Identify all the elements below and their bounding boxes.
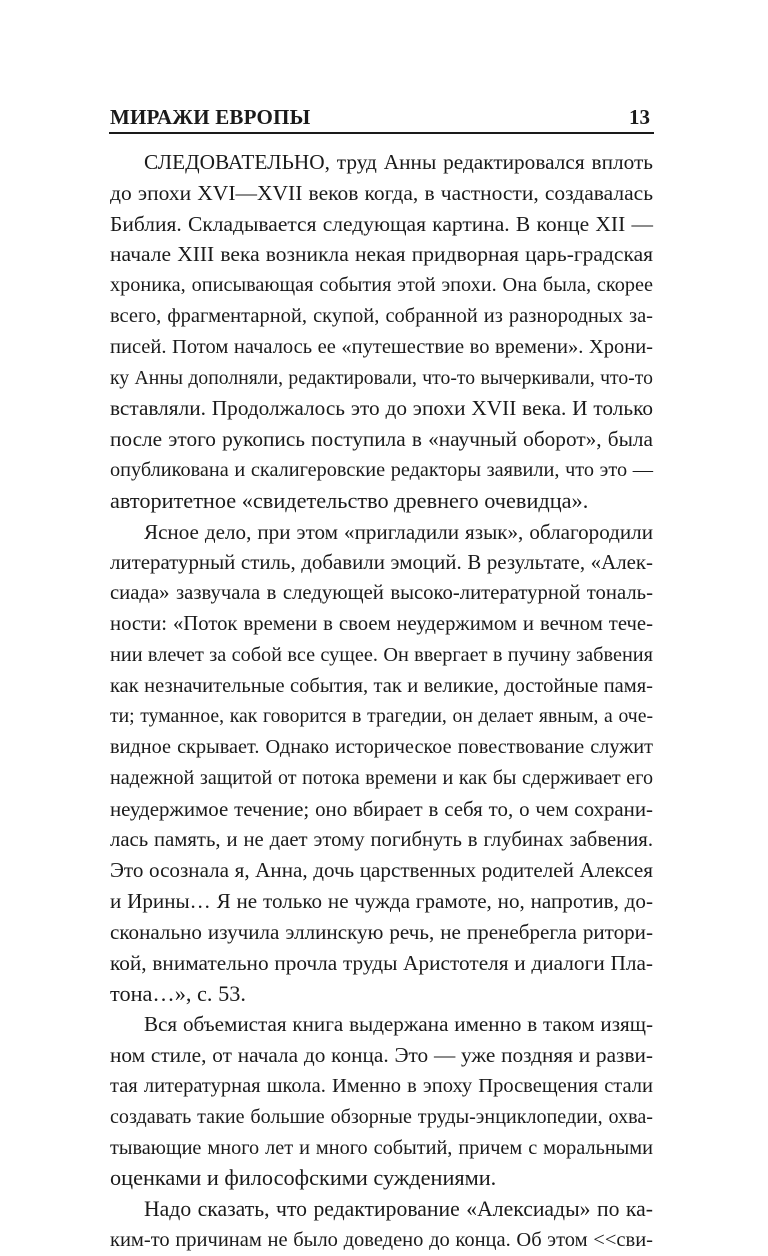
text-line bbox=[110, 1071, 653, 1102]
text-line bbox=[110, 239, 653, 270]
text-line bbox=[110, 363, 653, 394]
text-line bbox=[110, 332, 653, 363]
text-line-content: скональнo изучила эллинскую речь, не пренебрегла ритори- bbox=[110, 919, 653, 944]
text-line-content: тывающие много лет и много событий, причем с моральными bbox=[110, 1136, 653, 1159]
text-line-content: вставляли. Продолжалось это до эпохи XVII века. И только bbox=[110, 396, 653, 421]
text-line bbox=[110, 732, 653, 763]
text-line-content: лась память, и не дает этому погибнуть в глубинах забвения. bbox=[110, 828, 653, 851]
text-line bbox=[110, 794, 653, 825]
text-line-content: ким-то причинам не было доведено до конца. Об этом <<сви- bbox=[110, 1228, 653, 1251]
text-line-content: ку Анны дополняли, редактировали, что-то вычеркивали, что-то bbox=[110, 366, 653, 389]
text-line bbox=[110, 671, 653, 702]
text-line bbox=[110, 270, 653, 301]
text-line-content: Вся объемистая книга выдержана именно в таком изящ- bbox=[144, 1012, 653, 1037]
text-line-content: Ясное дело, при этом «пригладили язык», облагородили bbox=[144, 519, 653, 544]
text-line-content: начале XIII века возникла некая придворная царь-градская bbox=[110, 242, 653, 267]
text-line-content: всего, фрагментарной, скупой, собранной из разнородных за- bbox=[110, 304, 653, 327]
text-line-content: ности: «Поток времени в своем неудержимом и вечном тече- bbox=[110, 612, 653, 635]
text-line bbox=[110, 855, 653, 886]
text-line bbox=[110, 701, 653, 732]
text-line bbox=[110, 1040, 653, 1071]
text-line-content: видное скрывает. Однако историческое повествование служит bbox=[110, 736, 653, 759]
text-line bbox=[110, 486, 653, 517]
text-line-content: как незначительные события, так и великие, достойные памя- bbox=[110, 674, 653, 697]
text-line-content: сиада» зазвучала в следующей высоко-литературной тональ- bbox=[110, 582, 653, 605]
text-line bbox=[110, 147, 653, 178]
text-line-content: создавать такие большие обзорные труды-энциклопедии, охва- bbox=[110, 1105, 653, 1128]
text-line bbox=[110, 948, 653, 979]
text-line-content: хроника, описывающая события этой эпохи. Она была, скорее bbox=[110, 274, 653, 297]
text-line bbox=[110, 609, 653, 640]
text-line bbox=[110, 1133, 653, 1164]
text-line bbox=[110, 178, 653, 209]
page-number: 13 bbox=[629, 105, 650, 129]
text-line-content: нии влечет за собой все сущее. Он ввергает в пучину забвения bbox=[110, 643, 653, 666]
text-line-content: ти; туманное, как говорится в трагедии, он делает явным, а оче- bbox=[110, 705, 653, 728]
running-title: МИРАЖИ ЕВРОПЫ bbox=[110, 105, 311, 129]
text-line bbox=[110, 763, 653, 794]
text-line bbox=[110, 1163, 653, 1194]
text-line-content: тая литературная школа. Именно в эпоху Просвещения стали bbox=[110, 1074, 653, 1097]
text-line bbox=[110, 424, 653, 455]
text-line bbox=[110, 517, 653, 548]
text-line bbox=[110, 578, 653, 609]
text-line-content: СЛЕДОВАТЕЛЬНО, труд Анны редактировался вплоть bbox=[144, 150, 653, 174]
text-line bbox=[110, 979, 653, 1010]
text-line bbox=[110, 209, 653, 240]
text-line bbox=[110, 455, 653, 486]
text-line-content: неудержимое течение; оно вбирает в себя то, о чем сохрани- bbox=[110, 796, 653, 821]
text-line-content: кой, внимательно прочла труды Аристотеля и диалоги Пла- bbox=[110, 950, 653, 975]
body-text bbox=[110, 147, 653, 1256]
text-line bbox=[110, 1009, 653, 1040]
text-line-content: тона…», с. 53. bbox=[110, 980, 246, 1006]
text-line bbox=[110, 547, 653, 578]
running-header bbox=[109, 104, 654, 134]
text-line-content: после этого рукопись поступила в «научный оборот», была bbox=[110, 427, 653, 452]
text-line-content: опубликована и скалигеровские редакторы заявили, что это — bbox=[110, 458, 653, 481]
text-line-content: оценками и философскими суждениями. bbox=[110, 1165, 497, 1191]
text-line-content: Библия. Складывается следующая картина. В конце XII — bbox=[110, 211, 653, 236]
text-line-content: Это осознала я, Анна, дочь царственных родителей Алексея bbox=[110, 858, 653, 883]
text-line-content: до эпохи XVI—XVII веков когда, в частности, создавалась bbox=[110, 180, 653, 205]
text-line bbox=[110, 1225, 653, 1256]
text-line-content: писей. Потом началось ее «путешествие во времени». Хрони- bbox=[110, 335, 653, 358]
text-line-content: ном стиле, от начала до конца. Это — уже поздняя и разви- bbox=[110, 1043, 653, 1068]
text-line bbox=[110, 393, 653, 424]
text-line bbox=[110, 640, 653, 671]
text-line bbox=[110, 825, 653, 856]
text-line bbox=[110, 1194, 653, 1225]
text-line-content: надежной защитой от потока времени и как бы сдерживает его bbox=[110, 766, 653, 789]
text-line-content: и Ирины… Я не только не чужда грамоте, но, напротив, до- bbox=[110, 889, 653, 914]
text-line bbox=[110, 886, 653, 917]
text-line bbox=[110, 301, 653, 332]
text-line bbox=[110, 917, 653, 948]
text-line-content: авторитетное «свидетельство древнего очевидца». bbox=[110, 487, 589, 513]
text-line bbox=[110, 1102, 653, 1133]
text-line-content: Надо сказать, что редактирование «Алексиады» по ка- bbox=[144, 1197, 653, 1222]
text-line-content: литературный стиль, добавили эмоций. В результате, «Алек- bbox=[110, 550, 653, 575]
